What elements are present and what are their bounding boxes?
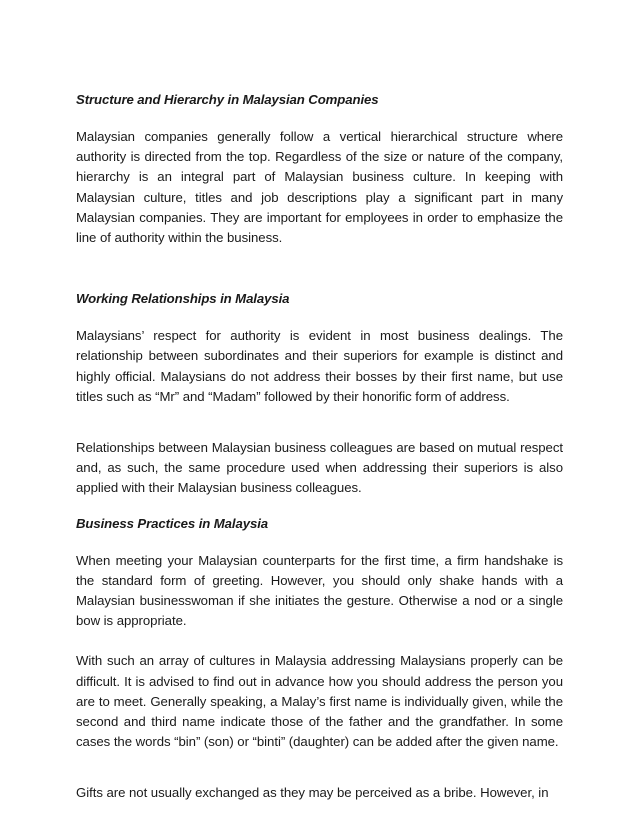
- paragraph-addressing: With such an array of cultures in Malaysia addressing Malaysians properly can be difficult. It is advised to find out in advance how you should address the person you are to meet. Generally speaking, a Malay’s first name is individually given, while the second and third name indicate those of the father and the grandfather. In some cases the words “bin” (son) or “binti” (daughter) can be added after the given name.: [76, 653, 563, 750]
- paragraph-structure: Malaysian companies generally follow a vertical hierarchical structure where authority is directed from the top. Regardless of the size or nature of the company, hierarchy is an integral part of Malaysian business culture. In keeping with Malaysian culture, titles and job descriptions play a significant part in many Malaysian companies. They are important for employees in order to emphasize the line of authority within the business.: [76, 129, 563, 246]
- paragraph-greeting: When meeting your Malaysian counterparts for the first time, a firm handshake is the standard form of greeting. However, you should only shake hands with a Malaysian businesswoman if she initiates the gesture. Otherwise a nod or a single bow is appropriate.: [76, 552, 563, 629]
- section-heading-business-practices: Business Practices in Malaysia: [76, 515, 268, 531]
- section-heading-working-relationships: Working Relationships in Malaysia: [76, 291, 290, 307]
- paragraph-gifts: Gifts are not usually exchanged as they may be perceived as a bribe. However, in: [76, 785, 549, 801]
- section-heading-structure: Structure and Hierarchy in Malaysian Companies: [76, 92, 379, 107]
- paragraph-respect-authority: Malaysians’ respect for authority is evident in most business dealings. The relationship between subordinates and their superiors for example is distinct and highly official. Malaysians do not address their bosses by their first name, but use titles such as “Mr” and “Madam” followed by their honorific form of address.: [76, 328, 563, 404]
- paragraph-colleagues: Relationships between Malaysian business colleagues are based on mutual respect and, as such, the same procedure used when addressing their superiors is also applied with their Malaysian business colleagues.: [76, 440, 563, 496]
- document-page: [76, 90, 563, 804]
